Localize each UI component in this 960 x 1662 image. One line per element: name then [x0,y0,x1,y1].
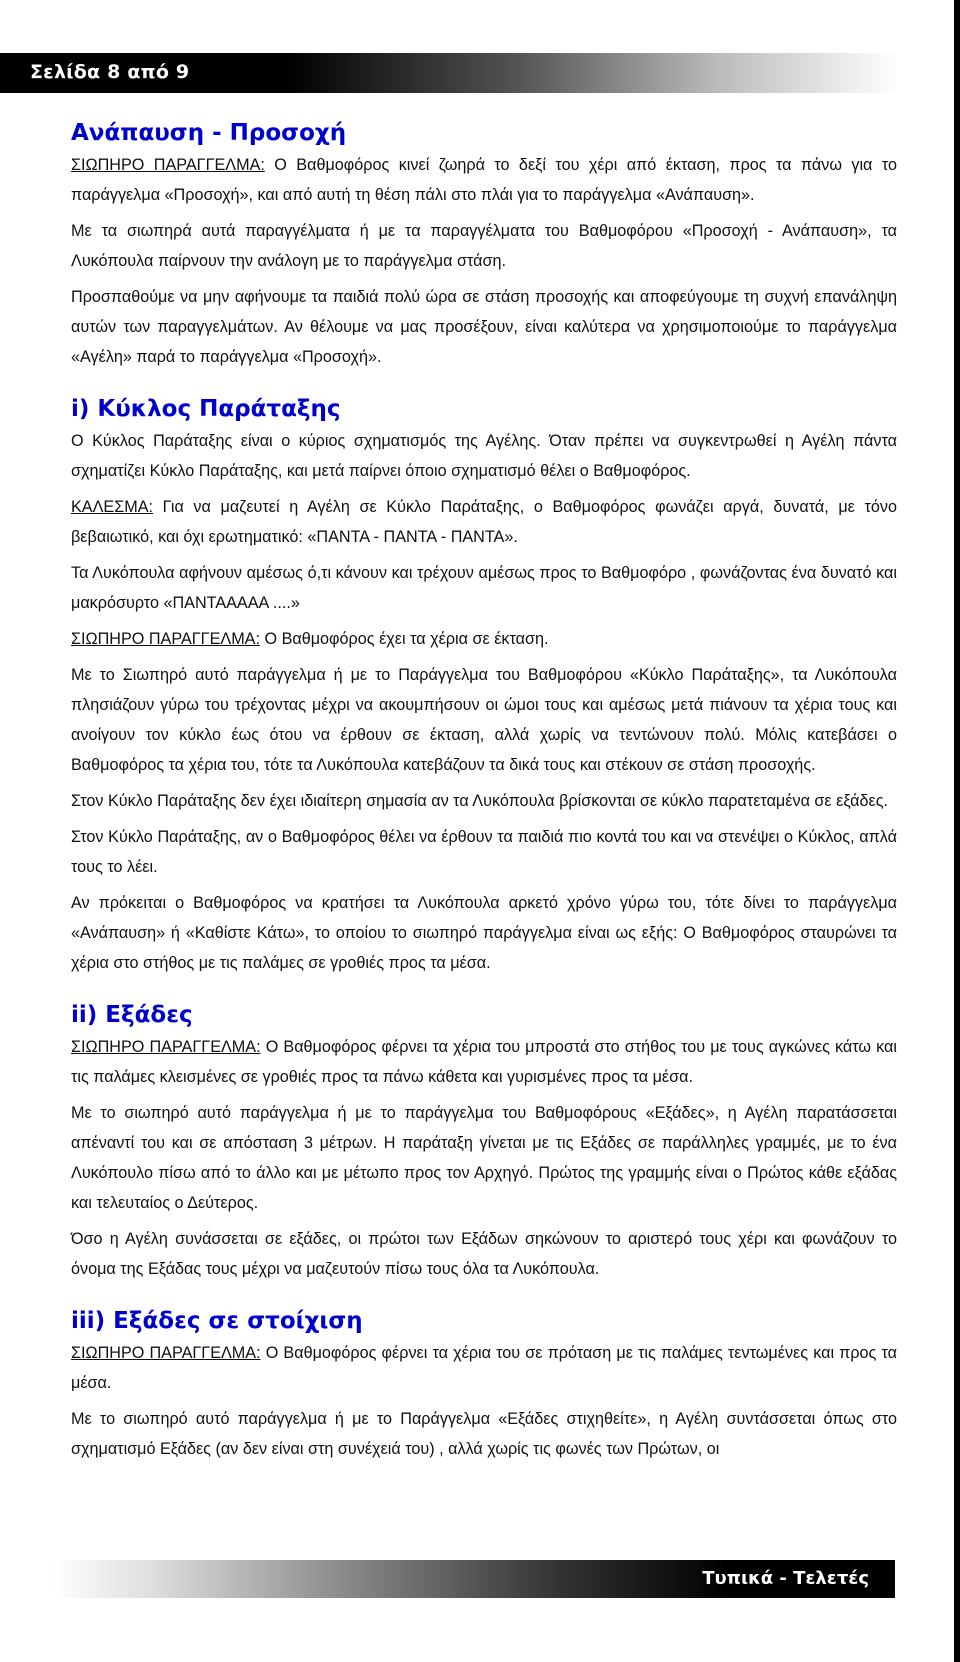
paragraph: Όσο η Αγέλη συνάσσεται σε εξάδες, οι πρώτοι των Εξάδων σηκώνουν το αριστερό τους χέρι και φωνάζουν το όνομα της Εξάδας τους μέχρι να μαζευτούν πίσω τους όλα τα Λυκόπουλα. [71,1230,897,1278]
paragraph: Ο Κύκλος Παράταξης είναι ο κύριος σχηματισμός της Αγέλης. Όταν πρέπει να συγκεντρωθεί η Αγέλη πάντα σχηματίζει Κύκλο Παράταξης, και μετά παίρνει όποιο σχηματισμό θέλει ο Βαθμοφόρος. [71,432,897,480]
paragraph: Με τα σιωπηρά αυτά παραγγέλματα ή με τα παραγγέλματα του Βαθμοφόρου «Προσοχή - Ανάπαυση», τα Λυκόπουλα παίρνουν την ανάλογη με το παράγγελμα στάση. [71,222,897,270]
page-footer-bar [53,1560,895,1598]
section-title-circle-formation: i) Κύκλος Παράταξης [71,396,341,422]
call-label: ΚΑΛΕΣΜΑ: [71,498,153,516]
document-body [71,120,897,1464]
silent-command-label: ΣΙΩΠΗΡΟ ΠΑΡΑΓΓΕΛΜΑ: [71,156,265,174]
silent-command-label: ΣΙΩΠΗΡΟ ΠΑΡΑΓΓΕΛΜΑ: [71,1038,261,1056]
silent-command-label: ΣΙΩΠΗΡΟ ΠΑΡΑΓΓΕΛΜΑ: [71,630,260,648]
section-title-rest-attention: Ανάπαυση - Προσοχή [71,120,347,146]
paragraph: Στον Κύκλο Παράταξης, αν ο Βαθμοφόρος θέλει να έρθουν τα παιδιά πιο κοντά του και να στενέψει ο Κύκλος, απλά τους το λέει. [71,828,897,876]
paragraph: ΚΑΛΕΣΜΑ: Για να μαζευτεί η Αγέλη σε Κύκλο Παράταξης, ο Βαθμοφόρος φωνάζει αργά, δυνατά, με τόνο βεβαιωτικό, και όχι ερωτηματικό: «ΠΑΝΤΑ - ΠΑΝΤΑ - ΠΑΝΤΑ». [71,498,897,546]
paragraph: ΣΙΩΠΗΡΟ ΠΑΡΑΓΓΕΛΜΑ: Ο Βαθμοφόρος φέρνει τα χέρια του σε πρόταση με τις παλάμες τεντωμένες και προς τα μέσα. [71,1344,897,1392]
paragraph: Τα Λυκόπουλα αφήνουν αμέσως ό,τι κάνουν και τρέχουν αμέσως προς το Βαθμοφόρο , φωνάζοντας ένα δυνατό και μακρόσυρτο «ΠΑΝΤΑΑΑΑΑ ....» [71,564,897,612]
paragraph: Προσπαθούμε να μην αφήνουμε τα παιδιά πολύ ώρα σε στάση προσοχής και αποφεύγουμε τη συχνή επανάληψη αυτών των παραγγελμάτων. Αν θέλουμε να μας προσέξουν, είναι καλύτερα να χρησιμοποιούμε το παράγγελμα «Αγέλη» παρά το παράγγελμα «Προσοχή». [71,288,897,366]
paragraph: Αν πρόκειται ο Βαθμοφόρος να κρατήσει τα Λυκόπουλα αρκετό χρόνο γύρω του, τότε δίνει το παράγγελμα «Ανάπαυση» ή «Καθίστε Κάτω», το οποίου το σιωπηρό παράγγελμα είναι ως εξής: Ο Βαθμοφόρος σταυρώνει τα χέρια στο στήθος με τις παλάμες σε γροθιές προς τα μέσα. [71,894,897,972]
silent-command-label: ΣΙΩΠΗΡΟ ΠΑΡΑΓΓΕΛΜΑ: [71,1344,261,1362]
paragraph: Με το Σιωπηρό αυτό παράγγελμα ή με το Παράγγελμα του Βαθμοφόρου «Κύκλο Παράταξης», τα Λυκόπουλα πλησιάζουν γύρω του τρέχοντας μέχρι να ακουμπήσουν οι ώμοι τους και αμέσως μετά πιάνουν τα χέρια τους και ανοίγουν τον κύκλο έως ότου να έρθουν σε έκταση, αλλά χωρίς να τεντώνουν πολύ. Μόλις κατεβάσει ο Βαθμοφόρος τα χέρια του, τότε τα Λυκόπουλα κατεβάζουν τα δικά τους και στέκουν σε στάση προσοχής. [71,666,897,774]
paragraph: ΣΙΩΠΗΡΟ ΠΑΡΑΓΓΕΛΜΑ: Ο Βαθμοφόρος κινεί ζωηρά το δεξί του χέρι από έκταση, προς τα πάνω για το παράγγελμα «Προσοχή», και από αυτή τη θέση πάλι στο πλάι για το παράγγελμα «Ανάπαυση». [71,156,897,204]
paragraph: ΣΙΩΠΗΡΟ ΠΑΡΑΓΓΕΛΜΑ: Ο Βαθμοφόρος έχει τα χέρια σε έκταση. [71,630,549,648]
page-edge-rule [954,0,960,1662]
paragraph: Στον Κύκλο Παράταξης δεν έχει ιδιαίτερη σημασία αν τα Λυκόπουλα βρίσκονται σε κύκλο παρατεταμένα σε εξάδες. [71,792,889,810]
section-title-sixes-in-line: iii) Εξάδες σε στοίχιση [71,1308,363,1334]
footer-section-label: Τυπικά - Τελετές [702,1568,869,1589]
section-title-sixes: ii) Εξάδες [71,1002,193,1028]
page-number-label: Σελίδα 8 από 9 [30,61,190,83]
paragraph: ΣΙΩΠΗΡΟ ΠΑΡΑΓΓΕΛΜΑ: Ο Βαθμοφόρος φέρνει τα χέρια του μπροστά στο στήθος του με τους αγκώνες κάτω και τις παλάμες κλεισμένες σε γροθιές προς τα πάνω κάθετα και γυρισμένες προς τα μέσα. [71,1038,897,1086]
paragraph: Με το σιωπηρό αυτό παράγγελμα ή με το Παράγγελμα «Εξάδες στιχηθείτε», η Αγέλη συντάσσεται όπως στο σχηματισμό Εξάδες (αν δεν είναι στη συνέχειά του) , αλλά χωρίς τις φωνές των Πρώτων, οι [71,1410,897,1458]
page-header-bar [0,53,898,93]
paragraph: Με το σιωπηρό αυτό παράγγελμα ή με το παράγγελμα του Βαθμοφόρους «Εξάδες», η Αγέλη παρατάσσεται απέναντί του και σε απόσταση 3 μέτρων. Η παράταξη γίνεται με τις Εξάδες σε παράλληλες γραμμές, με το ένα Λυκόπουλο πίσω από το άλλο και με μέτωπο προς τον Αρχηγό. Πρώτος της γραμμής είναι ο Πρώτος κάθε εξάδας και τελευταίος ο Δεύτερος. [71,1104,897,1212]
